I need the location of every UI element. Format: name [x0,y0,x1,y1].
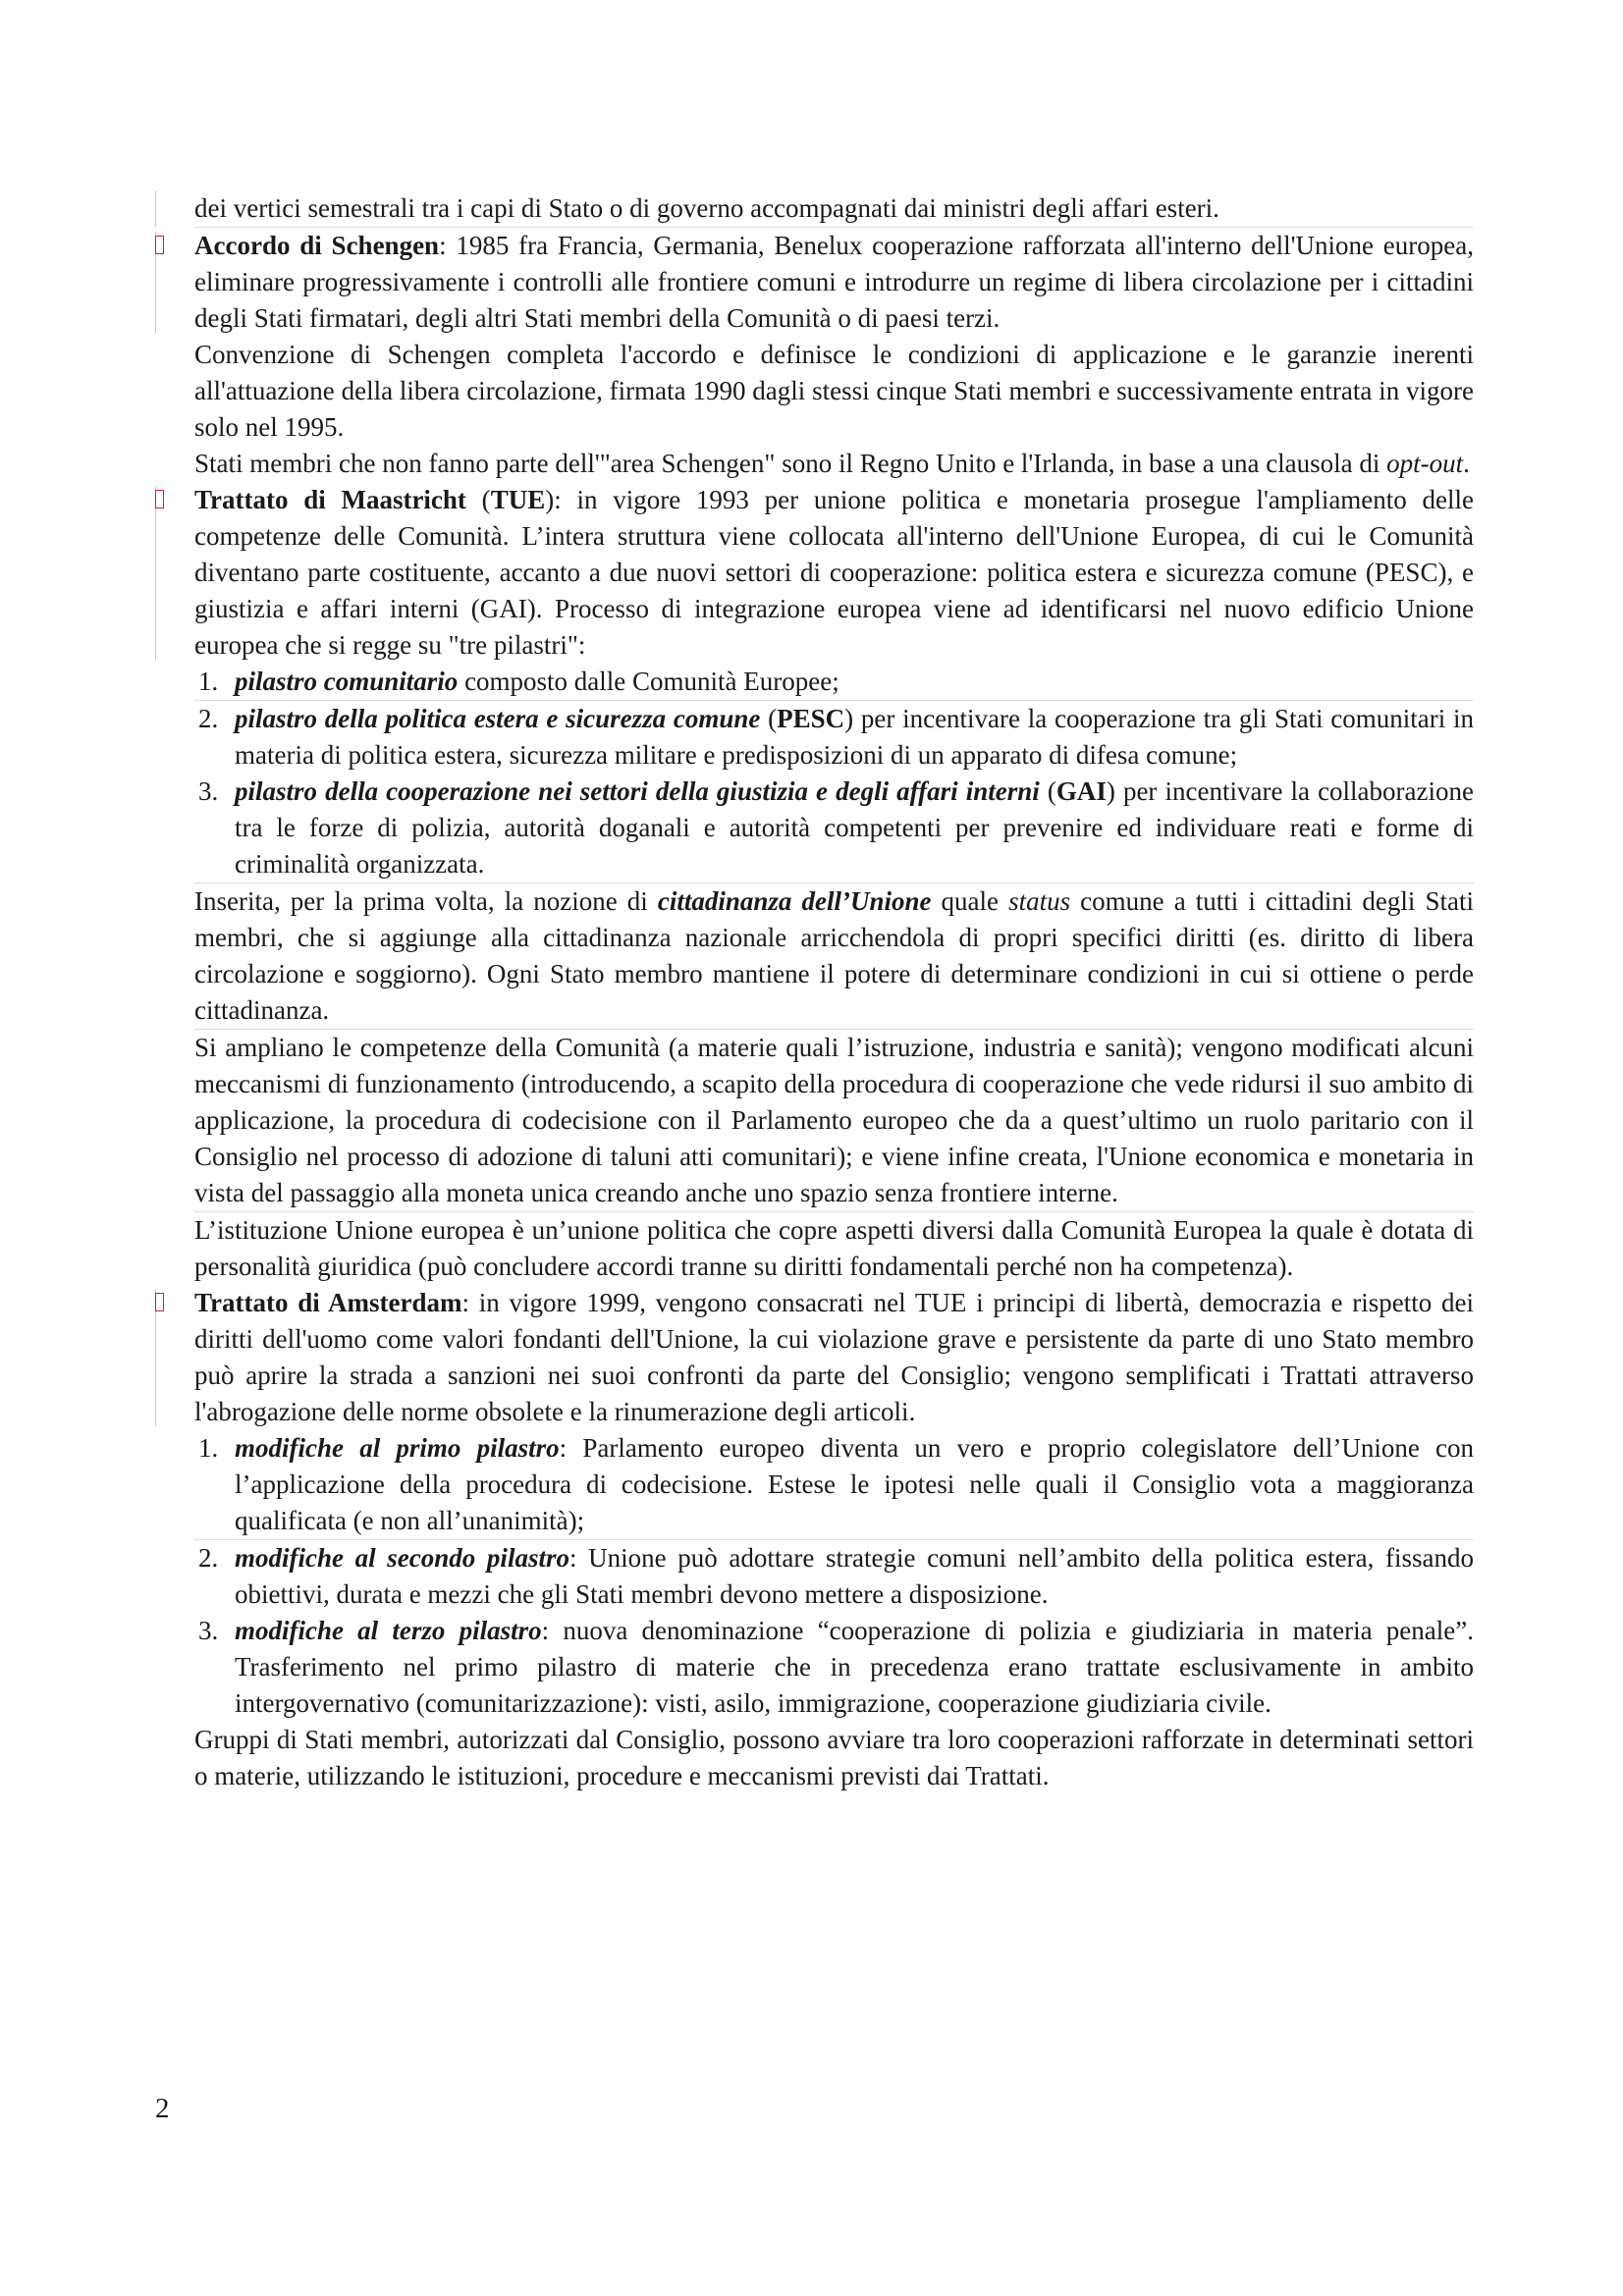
revision-bar [155,190,156,227]
bullet-marker-icon [155,1293,164,1311]
amsterdam-section [194,1285,1474,1430]
schengen-section [194,228,1474,337]
schengen-paragraph: Accordo di Schengen: 1985 fra Francia, Germania, Benelux cooperazione rafforzata all'interno dell'Unione europea, eliminare progressivamente i controlli alle frontiere comuni e introdurre un regime di libera circolazione per i cittadini degli Stati firmatari, degli altri Stati membri della Comunità o di paesi terzi. [194,231,1474,333]
amsterdam-title: Trattato di Amsterdam [194,1288,462,1317]
closing-paragraph: Gruppi di Stati membri, autorizzati dal Consiglio, possono avviare tra loro cooperazioni rafforzate in determinati settori o materie, utilizzando le istituzioni, procedure e meccanismi previsti dai Trattati. [194,1725,1474,1790]
page-body [194,190,1474,1794]
schengen-convention: Convenzione di Schengen completa l'accordo e definisce le condizioni di applicazione e le garanzie inerenti all'attuazione della libera circolazione, firmata 1990 dagli stessi cinque Stati membri e successivamente entrata in vigore solo nel 1995. [194,340,1474,442]
maastricht-paragraph: Trattato di Maastricht (TUE): in vigore 1993 per unione politica e monetaria prosegue l'ampliamento delle competenze delle Comunità. L’intera struttura viene collocata all'interno dell'Unione Europea, di cui le Comunità diventano parte costituente, accanto a due nuovi settori di cooperazione: politica estera e sicurezza comune (PESC), e giustizia e affari interni (GAI). Processo di integrazione europea viene ad identificarsi nel nuovo edificio Unione europea che si regge su "tre pilastri": [194,485,1475,660]
schengen-title: Accordo di Schengen [194,231,440,260]
amsterdam-changes-list [194,1430,1474,1722]
bullet-marker-icon [155,490,164,508]
citizenship-paragraph: Inserita, per la prima volta, la nozione di cittadinanza dell’Unione quale status comune a tutti i cittadini degli Stati membri, che si aggiunge alla cittadinanza nazionale arricchendola di propri specifici diritti (es. diritto di libera circolazione e soggiorno). Ogni Stato membro mantiene il potere di determinare condizioni in cui si ottiene o perde cittadinanza. [194,883,1474,1030]
schengen-optout: Stati membri che non fanno parte dell'"area Schengen" sono il Regno Unito e l'Irlanda, in base a una clausola di opt-out. [194,449,1470,478]
page-number: 2 [155,2093,170,2124]
list-item: 3. modifiche al terzo pilastro: nuova denominazione “cooperazione di polizia e giudiziaria in materia penale”. Trasferimento nel primo pilastro di materie che in precedenza erano trattate esclusivamente in ambito intergovernativo (comunitarizzazione): visti, asilo, immigrazione, cooperazione giudiziaria civile. [198,1616,1474,1718]
amsterdam-paragraph: Trattato di Amsterdam: in vigore 1999, vengono consacrati nel TUE i principi di libertà, democrazia e rispetto dei diritti dell'uomo come valori fondanti dell'Unione, la cui violazione grave e persistente da parte di uno Stato membro può aprire la strada a sanzioni nei suoi confronti da parte del Consiglio; vengono semplificati i Trattati attraverso l'abrogazione delle norme obsolete e la rinumerazione degli articoli. [194,1288,1474,1426]
list-item: 2. modifiche al secondo pilastro: Unione può adottare strategie comuni nell’ambito della politica estera, fissando obiettivi, durata e mezzi che gli Stati membri devono mettere a disposizione. [198,1543,1474,1609]
maastricht-section [194,482,1474,664]
competences-paragraph: Si ampliano le competenze della Comunità (a materie quali l’istruzione, industria e sanità); vengono modificati alcuni meccanismi di funzionamento (introducendo, a scapito della procedura di cooperazione che vede ridursi il suo ambito di applicazione, la procedura di codecisione con il Parlamento europeo che da a quest’ultimo un ruolo paritario con il Consiglio nel processo di adozione di taluni atti comunitari); e viene infine creata, l'Unione economica e monetaria in vista del passaggio alla moneta unica creando anche uno spazio senza frontiere interne. [194,1030,1474,1212]
pillars-list [194,664,1474,883]
list-item: 2. pilastro della politica estera e sicurezza comune (PESC) per incentivare la cooperazione tra gli Stati comunitari in materia di politica estera, sicurezza militare e predisposizioni di un apparato di difesa comune; [198,704,1474,770]
bullet-marker-icon [155,236,164,254]
list-item: 1. pilastro comunitario composto dalle Comunità Europee; [194,664,1474,701]
list-item: 1. modifiche al primo pilastro: Parlamento europeo diventa un vero e proprio colegislatore dell’Unione con l’applicazione della procedura di codecisione. Estese le ipotesi nelle quali il Consiglio vota a maggioranza qualificata (e non all’unanimità); [194,1430,1474,1540]
maastricht-title: Trattato di Maastricht [194,485,466,514]
intro-paragraph: dei vertici semestrali tra i capi di Stato o di governo accompagnati dai ministri degli affari esteri. [194,190,1474,228]
list-item: 3. pilastro della cooperazione nei settori della giustizia e degli affari interni (GAI) per incentivare la collaborazione tra le forze di polizia, autorità doganali e autorità competenti per prevenire ed individuare reati e forme di criminalità organizzata. [194,774,1474,883]
union-paragraph: L’istituzione Unione europea è un’unione politica che copre aspetti diversi dalla Comunità Europea la quale è dotata di personalità giuridica (può concludere accordi tranne su diritti fondamentali perché non ha competenza). [194,1215,1474,1281]
